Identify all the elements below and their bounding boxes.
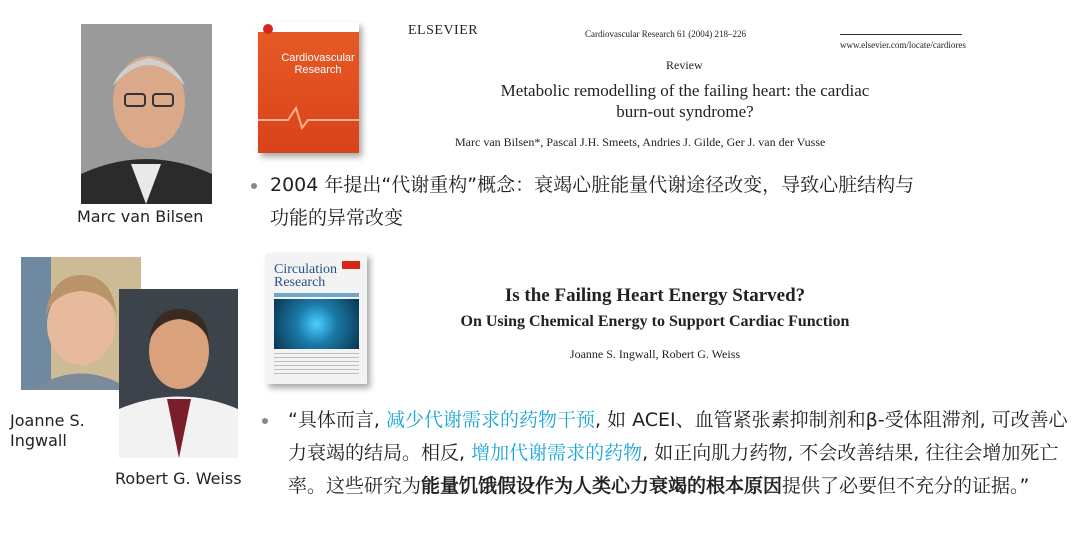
cover-band	[274, 293, 359, 297]
ecg-line-icon	[258, 102, 359, 132]
photo-marc-van-bilsen	[81, 24, 212, 204]
journal-cover-cardiovascular-research	[258, 22, 359, 153]
caption-marc-van-bilsen: Marc van Bilsen	[77, 207, 204, 226]
bullet-dot	[262, 418, 268, 424]
paper1-title-line2: burn-out syndrome?	[616, 102, 754, 121]
caption-joanne-ingwall-line2: Ingwall	[10, 431, 67, 450]
bullet-1-line2: 功能的异常改变	[270, 207, 404, 229]
bullet-2-text: , 如 ACEI、血管紧张素抑制剂和β-受体阻滞剂, 可改善心力衰竭的结局。相反,	[288, 409, 1068, 464]
bullet-2	[288, 404, 1068, 503]
article-type: Review	[666, 58, 703, 72]
paper2-authors: Joanne S. Ingwall, Robert G. Weiss	[569, 347, 741, 361]
paper1-title-line1: Metabolic remodelling of the failing heart: the cardiac	[500, 81, 870, 100]
caption-joanne-ingwall	[10, 411, 85, 451]
bullet-1-line1: 2004 年提出“代谢重构”概念：衰竭心脏能量代谢途径改变，导致心脏结构与	[270, 174, 915, 196]
publisher-name: ELSEVIER	[408, 23, 479, 38]
bullet-2-text: “具体而言,	[288, 409, 386, 431]
cover-title	[274, 263, 354, 289]
highlight-increase-demand: 增加代谢需求的药物	[471, 442, 643, 464]
paper1-title	[430, 80, 940, 122]
highlight-reduce-demand: 减少代谢需求的药物干预	[385, 409, 595, 431]
cover-image	[274, 299, 359, 349]
cover-title-line1: Circulation	[274, 262, 337, 277]
bullet-dot	[251, 183, 257, 189]
caption-joanne-ingwall-line1: Joanne S.	[10, 411, 85, 430]
cover-title-line2: Research	[274, 275, 326, 290]
journal-logo-icon	[263, 24, 273, 34]
paper2-subtitle: On Using Chemical Energy to Support Cardiac Function	[460, 313, 850, 330]
paper1-authors: Marc van Bilsen*, Pascal J.H. Smeets, Andries J. Gilde, Ger J. van der Vusse	[455, 135, 826, 149]
journal-url: www.elsevier.com/locate/cardiores	[840, 40, 966, 50]
journal-reference: Cardiovascular Research 61 (2004) 218–226	[585, 29, 746, 39]
cover-text-lines	[274, 353, 359, 377]
photo-robert-weiss	[119, 289, 238, 458]
paper2-title: Is the Failing Heart Energy Starved?	[504, 285, 806, 306]
cover-title: Cardiovascular Research	[281, 52, 355, 76]
header-rule	[840, 34, 962, 35]
caption-robert-weiss: Robert G. Weiss	[115, 469, 242, 488]
journal-cover-circulation-research	[266, 253, 367, 384]
bullet-1	[270, 169, 1060, 235]
bold-energy-starvation: 能量饥饿假设作为人类心力衰竭的根本原因	[421, 475, 783, 497]
bullet-2-text: , 如正向肌力药物, 不会改善结果, 往往会增加死亡率。这些研究为	[288, 442, 1059, 497]
bullet-2-text: 提供了必要但不充分的证据。”	[782, 475, 1030, 497]
